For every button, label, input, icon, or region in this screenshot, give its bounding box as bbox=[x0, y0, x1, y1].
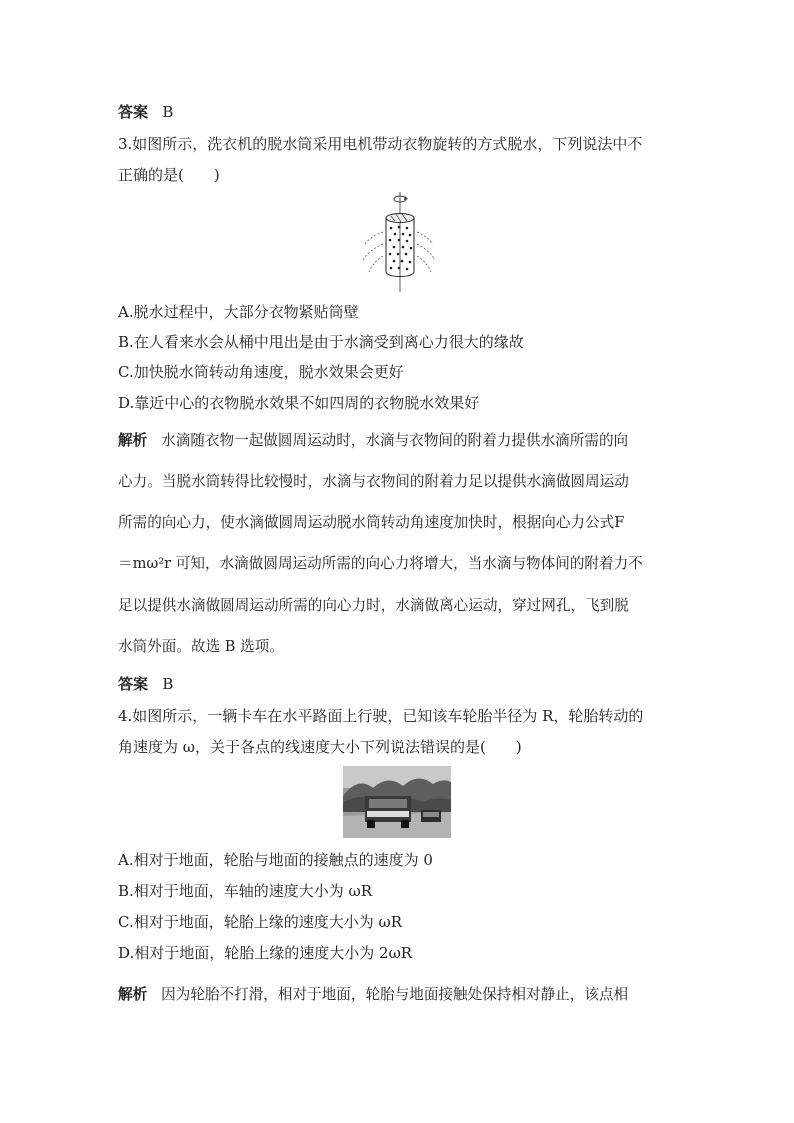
answer-value: B bbox=[162, 675, 174, 693]
solution-label: 解析 bbox=[118, 432, 148, 449]
q3-solution-line2: 心力。当脱水筒转得比较慢时，水滴与衣物间的附着力足以提供水滴做圆周运动 bbox=[118, 473, 629, 490]
q4-option-b: B.相对于地面，车轴的速度大小为 ωR bbox=[118, 882, 373, 900]
q3-stem-line1: 3.如图所示，洗衣机的脱水筒采用电机带动衣物旋转的方式脱水，下列说法中不 bbox=[118, 135, 643, 153]
answer-label: 答案 bbox=[118, 103, 149, 121]
q4-option-d: D.相对于地面，轮胎上缘的速度大小为 2ωR bbox=[118, 944, 413, 962]
answer-value: B bbox=[162, 103, 174, 121]
answer-label: 答案 bbox=[118, 675, 149, 693]
truck-photo bbox=[343, 766, 451, 838]
spin-dryer-figure bbox=[355, 192, 439, 292]
q4-stem-line1: 4.如图所示，一辆卡车在水平路面上行驶，已知该车轮胎半径为 R，轮胎转动的 bbox=[118, 707, 644, 725]
q3-solution-line6: 水筒外面。故选 B 选项。 bbox=[118, 638, 284, 655]
q3-solution-line1 bbox=[118, 431, 628, 451]
solution-text: 水滴随衣物一起做圆周运动时，水滴与衣物间的附着力提供水滴所需的向 bbox=[161, 432, 629, 449]
q3-stem-line2: 正确的是( ) bbox=[118, 166, 220, 184]
solution-label: 解析 bbox=[118, 986, 148, 1003]
q3-option-d: D.靠近中心的衣物脱水效果不如四周的衣物脱水效果好 bbox=[118, 394, 480, 412]
solution-text: 因为轮胎不打滑，相对于地面，轮胎与地面接触处保持相对静止，该点相 bbox=[161, 986, 629, 1003]
q3-answer-line bbox=[118, 674, 173, 694]
prev-answer-line bbox=[118, 102, 173, 122]
q3-solution-line4: ＝mω²r 可知，水滴做圆周运动所需的向心力将增大，当水滴与物体间的附着力不 bbox=[118, 555, 643, 572]
q4-option-a: A.相对于地面，轮胎与地面的接触点的速度为 0 bbox=[118, 851, 433, 869]
q3-option-a: A.脱水过程中，大部分衣物紧贴筒壁 bbox=[118, 303, 359, 321]
q3-option-b: B.在人看来水会从桶中甩出是由于水滴受到离心力很大的缘故 bbox=[118, 333, 524, 351]
q4-option-c: C.相对于地面，轮胎上缘的速度大小为 ωR bbox=[118, 913, 403, 931]
q3-solution-line5: 足以提供水滴做圆周运动所需的向心力时，水滴做离心运动，穿过网孔，飞到脱 bbox=[118, 597, 629, 614]
q3-option-c: C.加快脱水筒转动角速度，脱水效果会更好 bbox=[118, 363, 404, 381]
q4-stem-line2: 角速度为 ω，关于各点的线速度大小下列说法错误的是( ) bbox=[118, 738, 522, 756]
q3-solution-line3: 所需的向心力，使水滴做圆周运动脱水筒转动角速度加快时，根据向心力公式F bbox=[118, 514, 625, 531]
q4-solution-line1 bbox=[118, 985, 628, 1005]
